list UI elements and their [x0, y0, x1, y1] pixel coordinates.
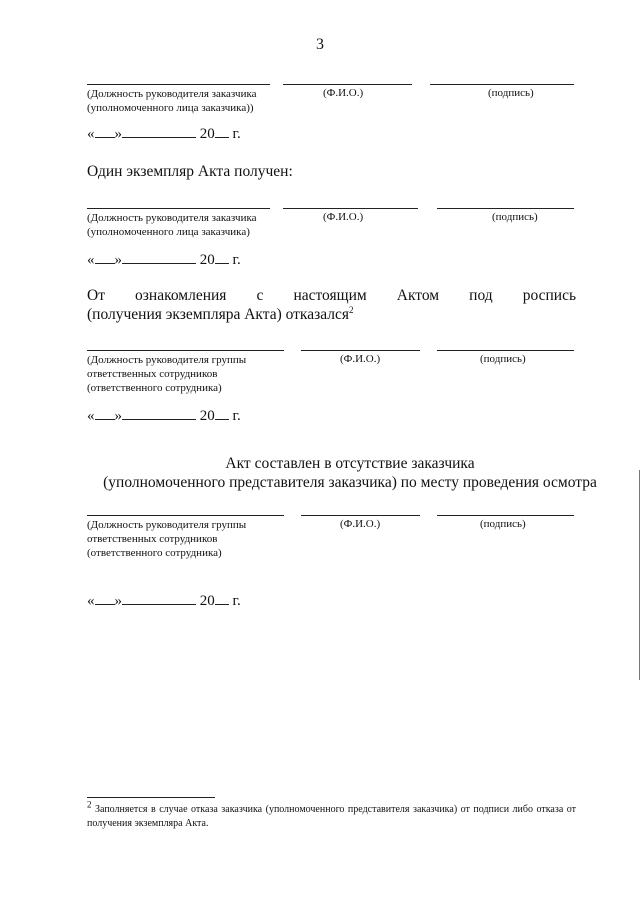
- absence-heading-line-1: Акт составлен в отсутствие заказчика: [225, 455, 475, 472]
- position-line: [87, 515, 284, 516]
- signature-label: (подпись): [488, 87, 534, 99]
- page-number: 3: [316, 36, 324, 53]
- position-line: [87, 208, 270, 209]
- footnote-text: Заполняется в случае отказа заказчика (уполномоченного представителя заказчика) от подписи либо отказа от получения экземпляра Акта.: [87, 804, 577, 829]
- fio-label: (Ф.И.О.): [340, 353, 381, 365]
- absence-heading-line-2: (уполномоченного представителя заказчика) по месту проведения осмотра: [103, 474, 597, 491]
- signature-line: [437, 208, 574, 209]
- fio-label: (Ф.И.О.): [340, 518, 381, 530]
- position-label: (Должность руководителя группы ответственных сотрудников (ответственного сотрудника): [87, 354, 247, 394]
- signature-label: (подпись): [480, 518, 526, 530]
- date-field-3: « » 20 г.: [87, 408, 241, 424]
- fio-line: [283, 84, 412, 85]
- date-field-4: « » 20 г.: [87, 593, 241, 609]
- date-field-1: « » 20 г.: [87, 126, 241, 142]
- footnote-number: 2: [87, 799, 92, 810]
- footnote-reference: 2: [349, 304, 354, 315]
- fio-line: [301, 350, 420, 351]
- position-line: [87, 84, 270, 85]
- signature-line: [430, 84, 574, 85]
- footnote: [87, 799, 577, 831]
- fio-line: [301, 515, 420, 516]
- position-label: (Должность руководителя заказчика (уполномоченного лица заказчика): [87, 212, 257, 238]
- refusal-text-line-2: (получения экземпляра Акта) отказался$^2$: [87, 304, 354, 323]
- fio-label: (Ф.И.О.): [323, 211, 364, 223]
- position-label: (Должность руководителя заказчика (уполномоченного лица заказчика)): [87, 88, 257, 114]
- received-heading: Один экземпляр Акта получен:: [87, 163, 293, 180]
- signature-label: (подпись): [492, 211, 538, 223]
- signature-line: [437, 350, 574, 351]
- refusal-text-line-1: От ознакомления с настоящим Актом под роспись: [87, 287, 577, 304]
- footnote-separator: [87, 797, 215, 798]
- fio-line: [283, 208, 418, 209]
- signature-line: [437, 515, 574, 516]
- position-label: (Должность руководителя группы ответственных сотрудников (ответственного сотрудника): [87, 519, 247, 559]
- date-field-2: « » 20 г.: [87, 252, 241, 268]
- signature-label: (подпись): [480, 353, 526, 365]
- fio-label: (Ф.И.О.): [323, 87, 364, 99]
- position-line: [87, 350, 284, 351]
